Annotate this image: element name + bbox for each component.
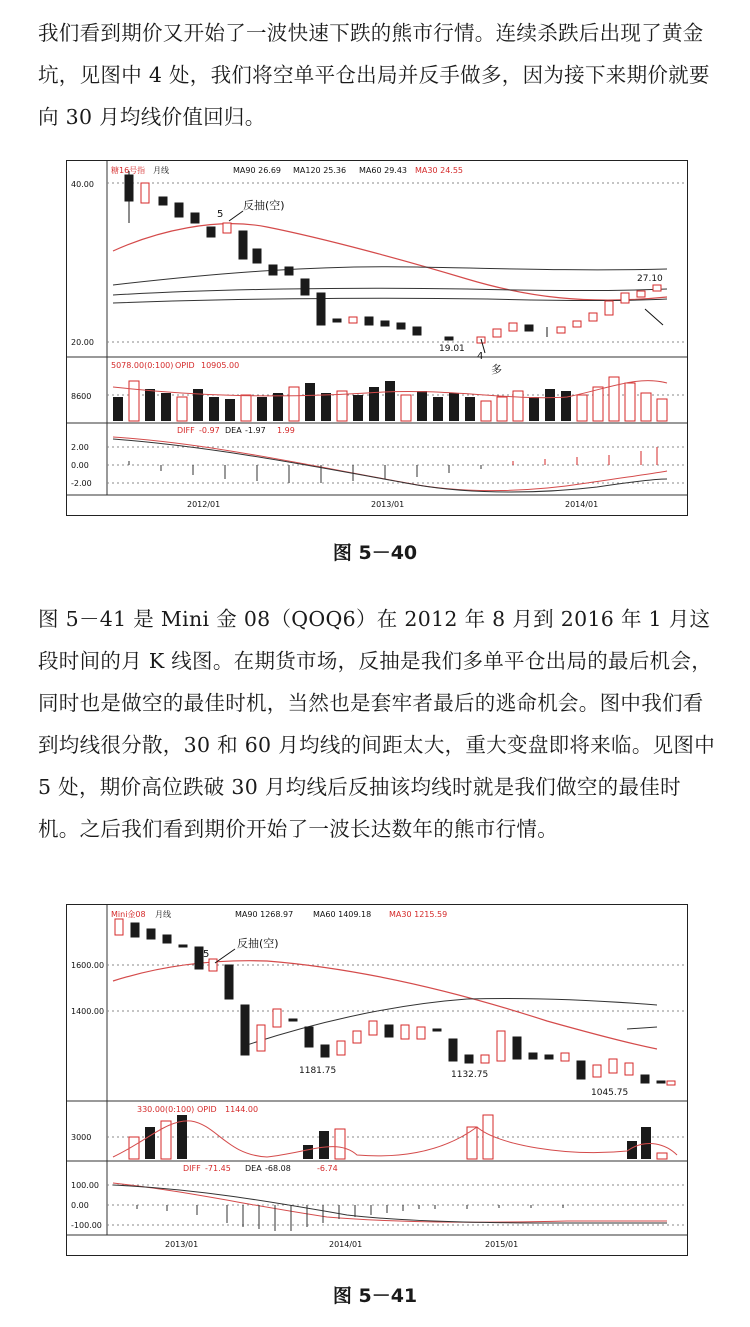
chart1-ma60-line (113, 267, 667, 285)
chart1-x-2: 2014/01 (565, 500, 599, 509)
chart1-opid-val: 10905.00 (201, 361, 240, 370)
chart1-opid: OPID (175, 361, 195, 370)
body-paragraph-2: 图 5－41 是 Mini 金 08（QOQ6）在 2012 年 8 月到 2016 年 1 月这段时间的月 K 线图。在期货市场，反抽是我们多单平仓出局的最后机会，同时也是做空的最佳时机，当然也是套牢者最后的逃命机会。图中我们看到均线很分散，30 和 60 月均线的间距太大，重大变盘即将来临。见图中 5 处，期价高位跌破 30 月均线后反抽该均线时就是我们做空的最佳时机。之后我们看到期价开始了一波长达数年的熊市行情。 (38, 607, 716, 841)
chart2-vol-tick: 3000 (71, 1133, 92, 1142)
chart2-symbol: Mini金08 (111, 910, 146, 919)
chart1-label-high: 27.10 (637, 274, 663, 284)
chart1-ma90: MA90 26.69 (233, 166, 281, 175)
chart2-y-1400: 1400.00 (71, 1007, 105, 1016)
chart2-up-candles (115, 919, 675, 1085)
chart2-macd-tick-0: 100.00 (71, 1181, 99, 1190)
chart1-x-0: 2012/01 (187, 500, 221, 509)
chart2-period: 月线 (155, 910, 171, 919)
chart-5-40-svg (67, 161, 687, 515)
chart1-label-duo: 多 (491, 363, 502, 376)
chart2-dea-val: -68.08 (265, 1164, 291, 1173)
chart1-ma90-line (113, 288, 667, 295)
chart1-label-fanchou: 反抽(空) (243, 199, 285, 212)
chart1-macd-tick-1: 0.00 (71, 461, 89, 470)
chart2-label-l1: 1181.75 (299, 1066, 337, 1076)
chart2-opid: OPID (197, 1105, 217, 1114)
chart2-opid-val: 1144.00 (225, 1105, 259, 1114)
chart2-diff: DIFF (183, 1164, 201, 1173)
chart1-diff-val: -0.97 (199, 426, 220, 435)
chart2-macd-hist (137, 1205, 563, 1231)
chart1-up-candles (141, 183, 661, 343)
chart2-label-5: 5 (203, 949, 210, 960)
caption-figure-5-40: 图 5－40 (332, 542, 418, 564)
chart1-vol-tick: 8600 (71, 392, 92, 401)
chart1-label-4: 4 (477, 351, 484, 362)
chart1-macd-tick-2: -2.00 (71, 479, 92, 488)
chart1-period: 月线 (153, 166, 169, 175)
chart2-macd-val: -6.74 (317, 1164, 338, 1173)
chart1-y-high: 40.00 (71, 180, 94, 189)
caption-figure-5-41: 图 5－41 (332, 1285, 418, 1307)
chart1-symbol: 糖16号指 (111, 166, 146, 175)
chart1-diff: DIFF (177, 426, 195, 435)
chart2-vol-header: 330.00(0:100) (137, 1105, 195, 1114)
chart-5-41-svg (67, 905, 687, 1255)
chart2-ma60: MA60 1409.18 (313, 910, 372, 919)
chart2-x-2: 2015/01 (485, 1240, 519, 1249)
chart2-label-l2: 1132.75 (451, 1070, 489, 1080)
chart1-ma60: MA60 29.43 (359, 166, 407, 175)
chart2-x-1: 2014/01 (329, 1240, 363, 1249)
chart2-label-fanchou: 反抽(空) (237, 937, 279, 950)
chart-figure-5-40 (66, 160, 688, 516)
chart2-label-l3: 1045.75 (591, 1088, 629, 1098)
chart2-diff-val: -71.45 (205, 1164, 231, 1173)
chart1-label-low: 19.01 (439, 344, 465, 354)
chart1-dea: DEA (225, 426, 242, 435)
chart1-x-1: 2013/01 (371, 500, 405, 509)
chart2-macd-tick-1: 0.00 (71, 1201, 89, 1210)
chart1-macd-tick-0: 2.00 (71, 443, 89, 452)
chart2-ma30: MA30 1215.59 (389, 910, 448, 919)
chart1-volume-bars (113, 377, 667, 421)
chart1-label-5: 5 (217, 209, 224, 220)
chart1-ma30: MA30 24.55 (415, 166, 463, 175)
chart2-y-1600: 1600.00 (71, 961, 105, 970)
chart1-vol-header: 5078.00(0:100) (111, 361, 174, 370)
body-paragraph-1: 我们看到期价又开始了一波快速下跌的熊市行情。连续杀跌后出现了黄金坑，见图中 4 处，我们将空单平仓出局并反手做多，因为接下来期价就要向 30 月均线价值回归。 (38, 21, 710, 129)
chart1-dea-val: -1.97 (245, 426, 266, 435)
chart2-dea: DEA (245, 1164, 262, 1173)
chart2-macd-tick-2: -100.00 (71, 1221, 102, 1230)
chart2-candles (131, 923, 665, 1083)
chart-figure-5-41 (66, 904, 688, 1256)
chart1-macd-val: 1.99 (277, 426, 295, 435)
chart1-candles (125, 171, 547, 340)
chart1-ma120: MA120 25.36 (293, 166, 347, 175)
chart2-ma90: MA90 1268.97 (235, 910, 294, 919)
chart1-y-low: 20.00 (71, 338, 94, 347)
chart2-x-0: 2013/01 (165, 1240, 199, 1249)
